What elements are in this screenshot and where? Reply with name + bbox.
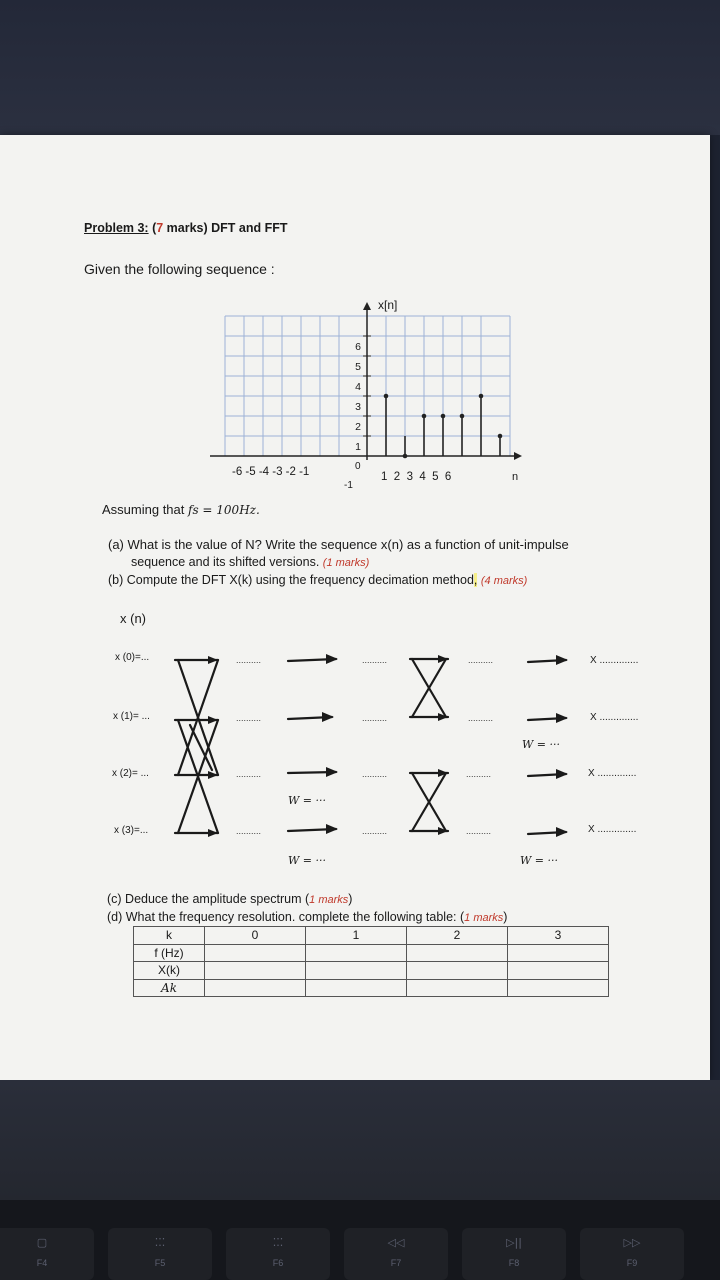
keyboard-brightness-down-icon: ⁚⁚⁚: [154, 1236, 166, 1249]
node-s1-2: ..........: [236, 769, 262, 779]
node-s2-3: ..........: [362, 826, 388, 836]
play-pause-icon: ▷||: [506, 1236, 522, 1249]
twiddle-label-stage2-bottom: W = ···: [288, 854, 327, 867]
empty-cell: [508, 979, 609, 997]
key-f4[interactable]: [0, 1228, 94, 1280]
part-b-highlight: ,: [473, 573, 478, 587]
x-axis-label: n: [512, 471, 519, 483]
part-b-text: (b) Compute the DFT X(k) using the frequency decimation method: [108, 573, 474, 587]
part-c-close: ): [348, 892, 353, 906]
row-header-dft: X(k): [134, 962, 205, 980]
node-s3-0: ..........: [468, 655, 494, 665]
twiddle-label-stage3-bottom: W = ···: [520, 854, 559, 867]
part-b: [108, 573, 527, 587]
node-s3-2: ..........: [466, 769, 492, 779]
empty-cell: [205, 962, 306, 980]
origin-label: 0: [355, 461, 361, 472]
part-c-text: (c) Deduce the amplitude spectrum (: [107, 892, 310, 906]
intro-text: Given the following sequence :: [84, 261, 275, 277]
part-a-line1: (a) What is the value of N? Write the sequence x(n) as a function of unit-impulse: [108, 537, 569, 552]
key-f8-label: F8: [508, 1258, 520, 1268]
empty-cell: [508, 962, 609, 980]
key-f7[interactable]: [344, 1228, 448, 1280]
part-d-marks: 1 marks: [464, 912, 504, 924]
key-f4-label: F4: [36, 1258, 48, 1268]
input-x1: x (1)= ...: [113, 711, 150, 722]
assumption-prefix: Assuming that: [102, 502, 185, 517]
node-s1-3: ..........: [236, 826, 262, 836]
y-axis-label: x[n]: [378, 298, 398, 312]
part-a-marks: (1 marks): [322, 557, 370, 569]
part-a-line2: [131, 555, 369, 569]
key-f6[interactable]: [226, 1228, 330, 1280]
input-x0: x (0)=...: [115, 652, 150, 663]
part-d-close: ): [503, 910, 508, 924]
exam-sheet: [0, 135, 710, 1081]
table-row: [134, 927, 609, 945]
twiddle-label-stage3-top: W = ···: [522, 738, 561, 751]
key-f7-label: F7: [390, 1258, 402, 1268]
key-f5[interactable]: [108, 1228, 212, 1280]
mission-control-icon: ▢: [36, 1236, 48, 1249]
marks-open: (: [148, 221, 157, 235]
k-value: 1: [306, 927, 407, 945]
fast-forward-icon: ▷▷: [623, 1236, 641, 1249]
y-tick-4: 4: [355, 381, 361, 393]
part-d: [107, 910, 507, 924]
key-f5-label: F5: [154, 1258, 166, 1268]
empty-cell: [306, 944, 407, 962]
problem-topic: marks) DFT and FFT: [163, 221, 288, 235]
empty-cell: [205, 979, 306, 997]
node-s2-1: ..........: [362, 713, 388, 723]
output-X3: X ..............: [588, 824, 637, 835]
node-s2-0: ..........: [362, 655, 388, 665]
row-header-frequency: f (Hz): [134, 944, 205, 962]
y-tick-1: 1: [355, 441, 361, 453]
output-X0: X ..............: [590, 655, 639, 666]
laptop-bezel-top: [0, 0, 720, 135]
empty-cell: [306, 962, 407, 980]
y-tick-neg1: -1: [344, 480, 353, 491]
part-c-marks: 1 marks: [309, 894, 349, 906]
input-x3: x (3)=...: [114, 825, 149, 836]
output-X2: X ..............: [588, 768, 637, 779]
node-s1-0: ..........: [236, 655, 262, 665]
node-s3-3: ..........: [466, 826, 492, 836]
twiddle-label-stage2-mid: W = ···: [288, 794, 327, 807]
k-header: k: [134, 927, 205, 945]
empty-cell: [508, 944, 609, 962]
key-f9-label: F9: [626, 1258, 638, 1268]
y-tick-2: 2: [355, 421, 361, 433]
k-value: 2: [407, 927, 508, 945]
frequency-table: [133, 926, 609, 997]
y-tick-6: 6: [355, 341, 361, 353]
y-tick-3: 3: [355, 401, 361, 413]
y-ticks: [351, 337, 361, 457]
input-x2: x (2)= ...: [112, 768, 149, 779]
table-row: [134, 979, 609, 997]
x-ticks-negative: -6 -5 -4 -3 -2 -1: [232, 466, 310, 478]
x-ticks-positive: 1 2 3 4 5 6: [381, 471, 452, 483]
row-header-amplitude: Ak: [134, 979, 205, 997]
problem-marks: 7: [156, 221, 164, 235]
laptop-bezel-bottom: [0, 1080, 720, 1200]
rewind-icon: ◁◁: [387, 1236, 405, 1249]
empty-cell: [407, 944, 508, 962]
empty-cell: [306, 979, 407, 997]
k-value: 3: [508, 927, 609, 945]
part-c: [107, 892, 352, 906]
empty-cell: [407, 962, 508, 980]
k-value: 0: [205, 927, 306, 945]
part-a-text: sequence and its shifted versions.: [131, 555, 320, 569]
empty-cell: [407, 979, 508, 997]
table-row: [134, 944, 609, 962]
node-s2-2: ..........: [362, 769, 388, 779]
problem-number: Problem 3:: [84, 221, 149, 235]
node-s3-1: ..........: [468, 713, 494, 723]
part-d-text: (d) What the frequency resolution. complete the following table: (: [107, 910, 465, 924]
node-s1-1: ..........: [236, 713, 262, 723]
part-b-marks: (4 marks): [480, 575, 528, 587]
problem-heading: [84, 221, 288, 235]
output-X1: X ..............: [590, 712, 639, 723]
sampling-frequency: fs = 100Hz.: [188, 503, 260, 517]
empty-cell: [205, 944, 306, 962]
table-row: [134, 962, 609, 980]
key-f8[interactable]: [462, 1228, 566, 1280]
key-f9[interactable]: [580, 1228, 684, 1280]
y-tick-5: 5: [355, 361, 361, 373]
assumption: [102, 502, 260, 517]
flowgraph-header: x (n): [120, 611, 146, 626]
keyboard-brightness-up-icon: ⁚⁚⁚: [272, 1236, 284, 1249]
key-f6-label: F6: [272, 1258, 284, 1268]
